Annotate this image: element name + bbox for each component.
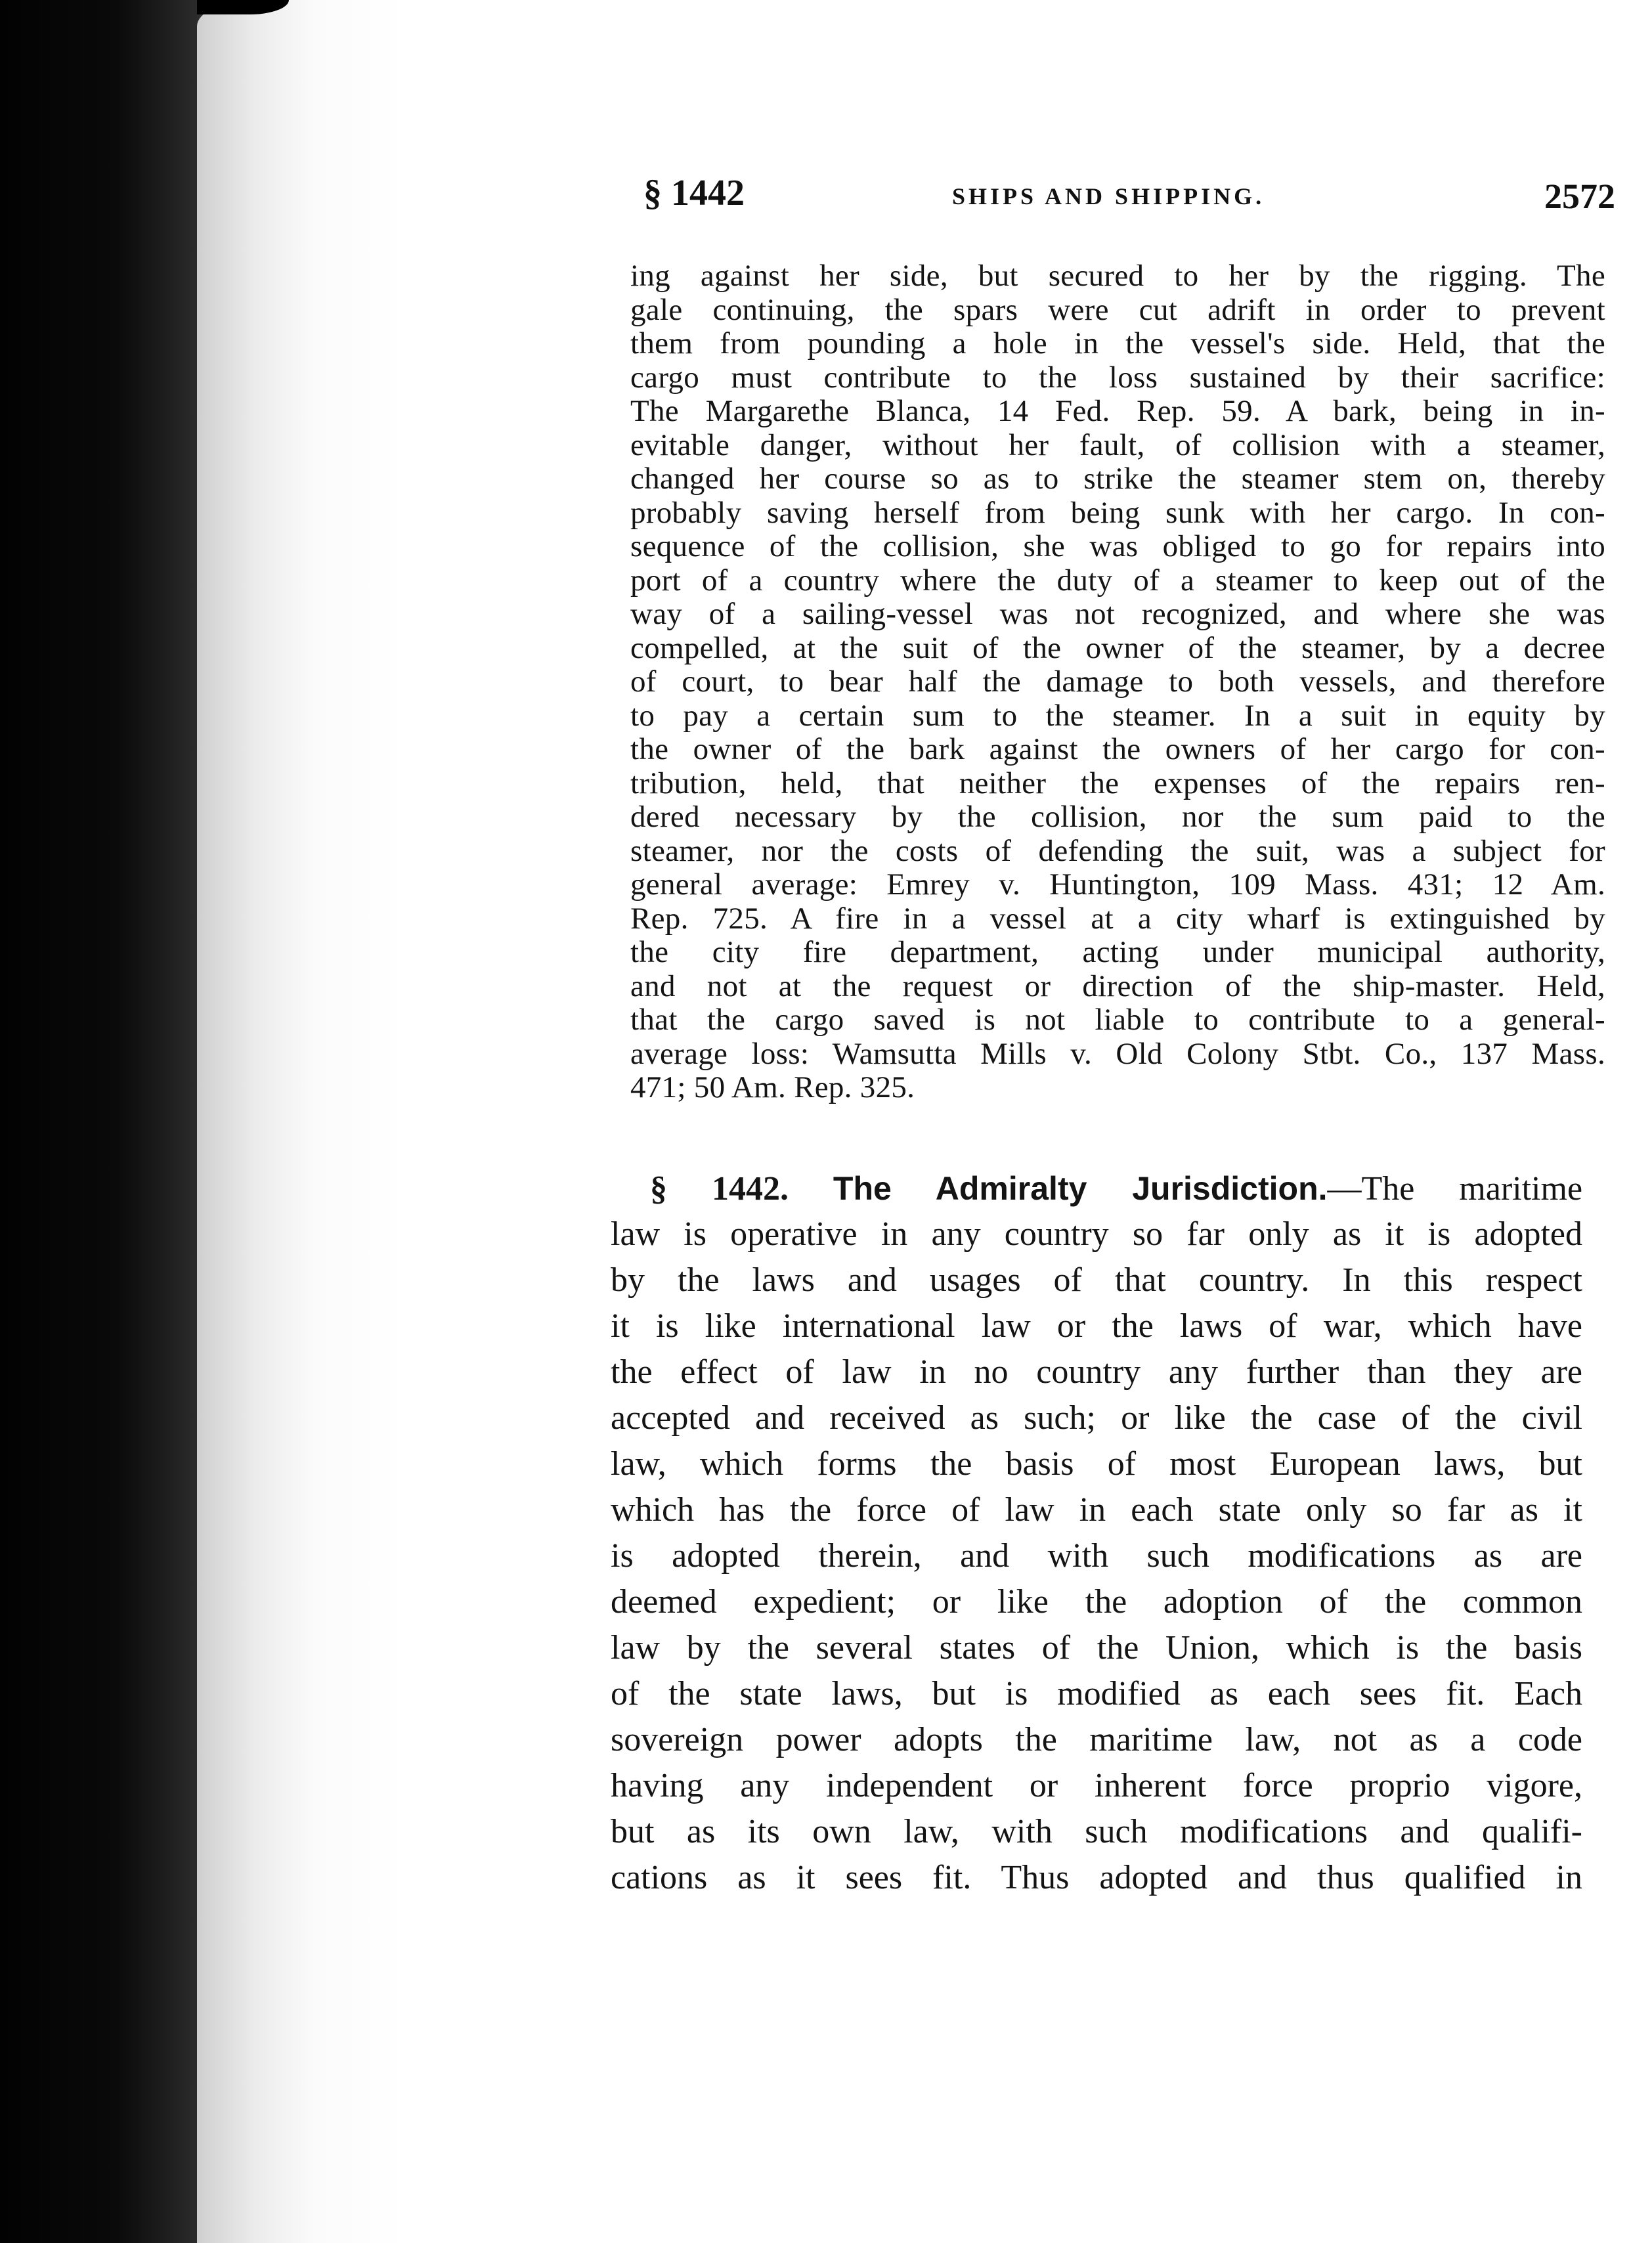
footnote-line: sequence of the collision, she was obliged to go for repairs into [630,530,1605,563]
footnote-line: steamer, nor the costs of defending the suit, was a subject for [630,834,1605,868]
body-line: law, which forms the basis of most European laws, but [611,1445,1582,1483]
running-header [643,172,1615,225]
header-section-number: § 1442 [643,173,745,213]
footnote-line: ing against her side, but secured to her by the rigging. The [630,259,1605,293]
body-line: the effect of law in no country any further than they are [611,1353,1582,1391]
footnote-line: general average: Emrey v. Huntington, 109 Mass. 431; 12 Am. [630,868,1605,902]
footnote-line: the owner of the bark against the owners of her cargo for con- [630,733,1605,766]
footnote-line: dered necessary by the collision, nor the sum paid to the [630,800,1605,834]
footnote-line: compelled, at the suit of the owner of the steamer, by a decree [630,631,1605,665]
body-line: having any independent or inherent force proprio vigore, [611,1767,1582,1804]
body-line: which has the force of law in each state only so far as it [611,1491,1582,1529]
body-line: law is operative in any country so far only as it is adopted [611,1215,1582,1253]
body-line: accepted and received as such; or like the case of the civil [611,1399,1582,1437]
footnote-line: 471; 50 Am. Rep. 325. [630,1071,915,1104]
body-line: but as its own law, with such modifications and qualifi- [611,1813,1582,1850]
footnote-line: to pay a certain sum to the steamer. In a suit in equity by [630,699,1605,733]
footnote-line: average loss: Wamsutta Mills v. Old Colony Stbt. Co., 137 Mass. [630,1037,1605,1071]
footnote-line: changed her course so as to strike the steamer stem on, thereby [630,462,1605,496]
footnote-line: cargo must contribute to the loss sustained by their sacrifice: [630,360,1605,395]
footnote-line: Rep. 725. A fire in a vessel at a city wharf is extinguished by [630,902,1605,936]
footnote-line: way of a sailing-vessel was not recognized, and where she was [630,598,1605,631]
section-heading: The Admiralty Jurisdiction. [833,1170,1328,1207]
page-number: 2572 [1544,177,1615,216]
body-line: sovereign power adopts the maritime law, not as a code [611,1721,1582,1758]
body-line: cations as it sees fit. Thus adopted and thus qualified in [611,1859,1582,1896]
footnote-line: tribution, held, that neither the expenses of the repairs ren- [630,766,1605,800]
footnote-line: of court, to bear half the damage to both vessels, and therefore [630,665,1605,699]
body-line: it is like international law or the laws of war, which have [611,1307,1582,1345]
header-title: SHIPS AND SHIPPING. [952,183,1265,209]
body-line: of the state laws, but is modified as each sees fit. Each [611,1675,1582,1712]
footnote-line: them from pounding a hole in the vessel's side. Held, that the [630,327,1605,360]
section-body [611,1165,1582,1901]
section-first-line-rest: —The maritime [1327,1170,1582,1208]
body-line: deemed expedient; or like the adoption of the common [611,1583,1582,1621]
footnote-line: probably saving herself from being sunk with her cargo. In con- [630,496,1605,530]
footnote-line: port of a country where the duty of a steamer to keep out of the [630,563,1605,598]
body-line: by the laws and usages of that country. In this respect [611,1261,1582,1299]
footnote-line: and not at the request or direction of the ship-master. Held, [630,969,1605,1003]
body-line: law by the several states of the Union, which is the basis [611,1629,1582,1666]
footnote-line: the city fire department, acting under municipal authority, [630,936,1605,969]
section-first-line [611,1165,1582,1211]
footnote-line: that the cargo saved is not liable to contribute to a general- [630,1003,1605,1037]
section-number: § 1442. [650,1170,789,1208]
footnote-line: gale continuing, the spars were cut adrift in order to prevent [630,293,1605,327]
footnote-line: The Margarethe Blanca, 14 Fed. Rep. 59. A bark, being in in- [630,395,1605,428]
footnote-text [630,259,1605,1105]
footnote-line: evitable danger, without her fault, of collision with a steamer, [630,428,1605,462]
body-line: is adopted therein, and with such modifications as are [611,1537,1582,1575]
